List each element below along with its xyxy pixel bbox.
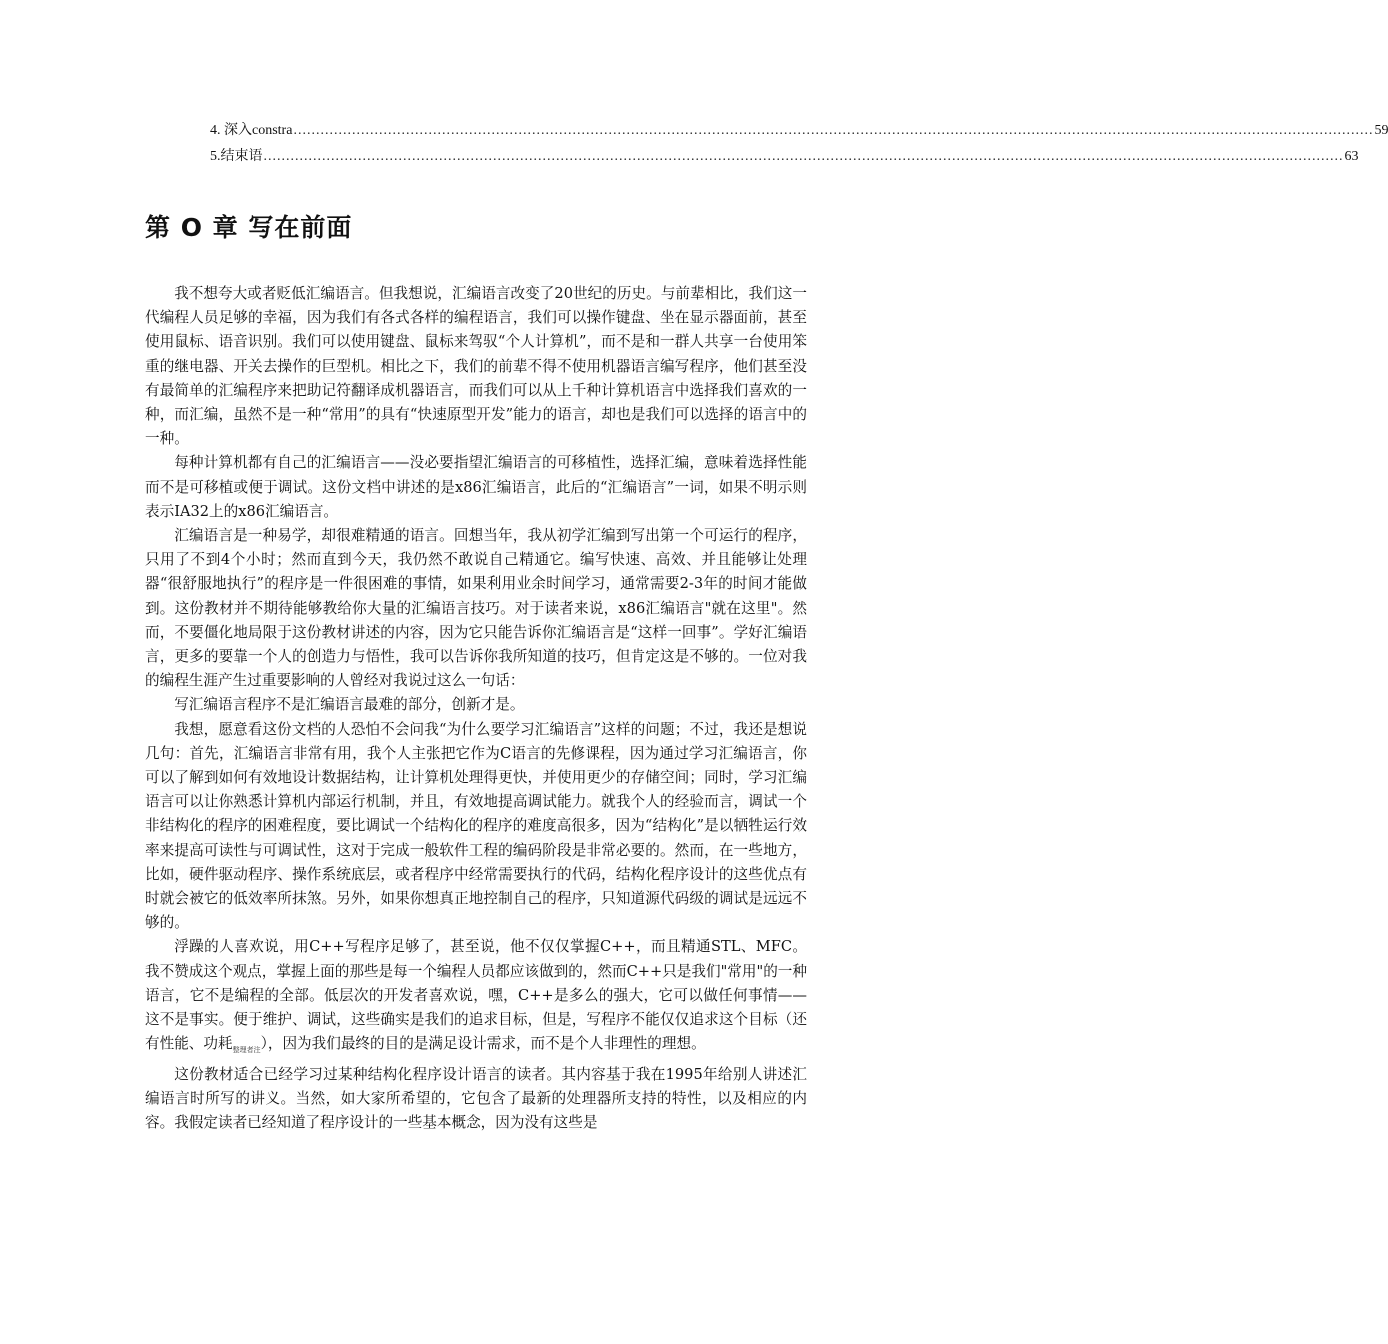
toc-leader-dots xyxy=(293,118,1373,144)
paragraph-text: 浮躁的人喜欢说，用C++写程序足够了，甚至说，他不仅仅掌握C++，而且精通STL、MFC。我不赞成这个观点，掌握上面的那些是每一个编程人员都应该做到的，然而C++只是我们"常用"的一种语言，它不是编程的全部。低层次的开发者喜欢说，嘿，C++是多么的强大，它可以做任何事情——这不是事实。便于维护、调试，这些确实是我们的追求目标，但是，写程序不能仅仅追求这个目标（还有性能、功耗 xyxy=(145,938,807,1053)
toc-entry[interactable] xyxy=(210,118,1388,144)
toc-entry-label: 4. 深入constra xyxy=(210,123,293,138)
toc-entry-label: 5.结束语 xyxy=(210,149,263,164)
toc-leader-dots xyxy=(264,144,1344,170)
table-of-contents xyxy=(210,118,1388,170)
toc-entry-page: 63 xyxy=(1344,149,1359,164)
paragraph: 每种计算机都有自己的汇编语言——没必要指望汇编语言的可移植性，选择汇编，意味着选择性能而不是可移植或便于调试。这份文档中讲述的是x86汇编语言，此后的“汇编语言”一词，如果不明示则表示IA32上的x86汇编语言。 xyxy=(145,454,807,520)
toc-entry-page: 59 xyxy=(1374,123,1388,138)
paragraph xyxy=(145,935,807,1062)
paragraph: 汇编语言是一种易学，却很难精通的语言。回想当年，我从初学汇编到写出第一个可运行的程序，只用了不到4个小时；然而直到今天，我仍然不敢说自己精通它。编写快速、高效、并且能够让处理器“很舒服地执行”的程序是一件很困难的事情，如果利用业余时间学习，通常需要2-3年的时间才能做到。这份教材并不期待能够教给你大量的汇编语言技巧。对于读者来说，x86汇编语言"就在这里"。然而，不要僵化地局限于这份教材讲述的内容，因为它只能告诉你汇编语言是“这样一回事”。学好汇编语言，更多的要靠一个人的创造力与悟性，我可以告诉你我所知道的技巧，但肯定这是不够的。一位对我的编程生涯产生过重要影响的人曾经对我说过这么一句话： xyxy=(145,527,807,690)
paragraph-text: ），因为我们最终的目的是满足设计需求，而不是个人非理性的理想。 xyxy=(260,1035,706,1053)
paragraph: 这份教材适合已经学习过某种结构化程序设计语言的读者。其内容基于我在1995年给别人讲述汇编语言时所写的讲义。当然，如大家所希望的，它包含了最新的处理器所支持的特性，以及相应的内容。我假定读者已经知道了程序设计的一些基本概念，因为没有这些是 xyxy=(145,1065,807,1131)
paragraph: 我想，愿意看这份文档的人恐怕不会问我“为什么要学习汇编语言”这样的问题；不过，我还是想说几句：首先，汇编语言非常有用，我个人主张把它作为C语言的先修课程，因为通过学习汇编语言，你可以了解到如何有效地设计数据结构，让计算机处理得更快，并使用更少的存储空间；同时，学习汇编语言可以让你熟悉计算机内部运行机制，并且，有效地提高调试能力。就我个人的经验而言，调试一个非结构化的程序的困难程度，要比调试一个结构化的程序的难度高很多，因为“结构化”是以牺牲运行效率来提高可读性与可调试性，这对于完成一般软件工程的编码阶段是非常必要的。然而，在一些地方，比如，硬件驱动程序、操作系统底层，或者程序中经常需要执行的代码，结构化程序设计的这些优点有时就会被它的低效率所抹煞。另外，如果你想真正地控制自己的程序，只知道源代码级的调试是远远不够的。 xyxy=(145,720,807,932)
chapter-title: 第 O 章 写在前面 xyxy=(145,213,353,242)
toc-entry[interactable] xyxy=(210,144,1359,170)
chapter-body xyxy=(145,282,807,1131)
editor-annotation: 整理者注 xyxy=(232,1046,261,1055)
quote-paragraph: 写汇编语言程序不是汇编语言最难的部分，创新才是。 xyxy=(174,696,525,714)
paragraph: 我不想夸大或者贬低汇编语言。但我想说，汇编语言改变了20世纪的历史。与前辈相比，我们这一代编程人员足够的幸福，因为我们有各式各样的编程语言，我们可以操作键盘、坐在显示器面前，甚至使用鼠标、语音识别。我们可以使用键盘、鼠标来驾驭“个人计算机”，而不是和一群人共享一台使用笨重的继电器、开关去操作的巨型机。相比之下，我们的前辈不得不使用机器语言编写程序，他们甚至没有最简单的汇编程序来把助记符翻译成机器语言，而我们可以从上千种计算机语言中选择我们喜欢的一种，而汇编，虽然不是一种“常用”的具有“快速原型开发”能力的语言，却也是我们可以选择的语言中的一种。 xyxy=(145,285,807,448)
